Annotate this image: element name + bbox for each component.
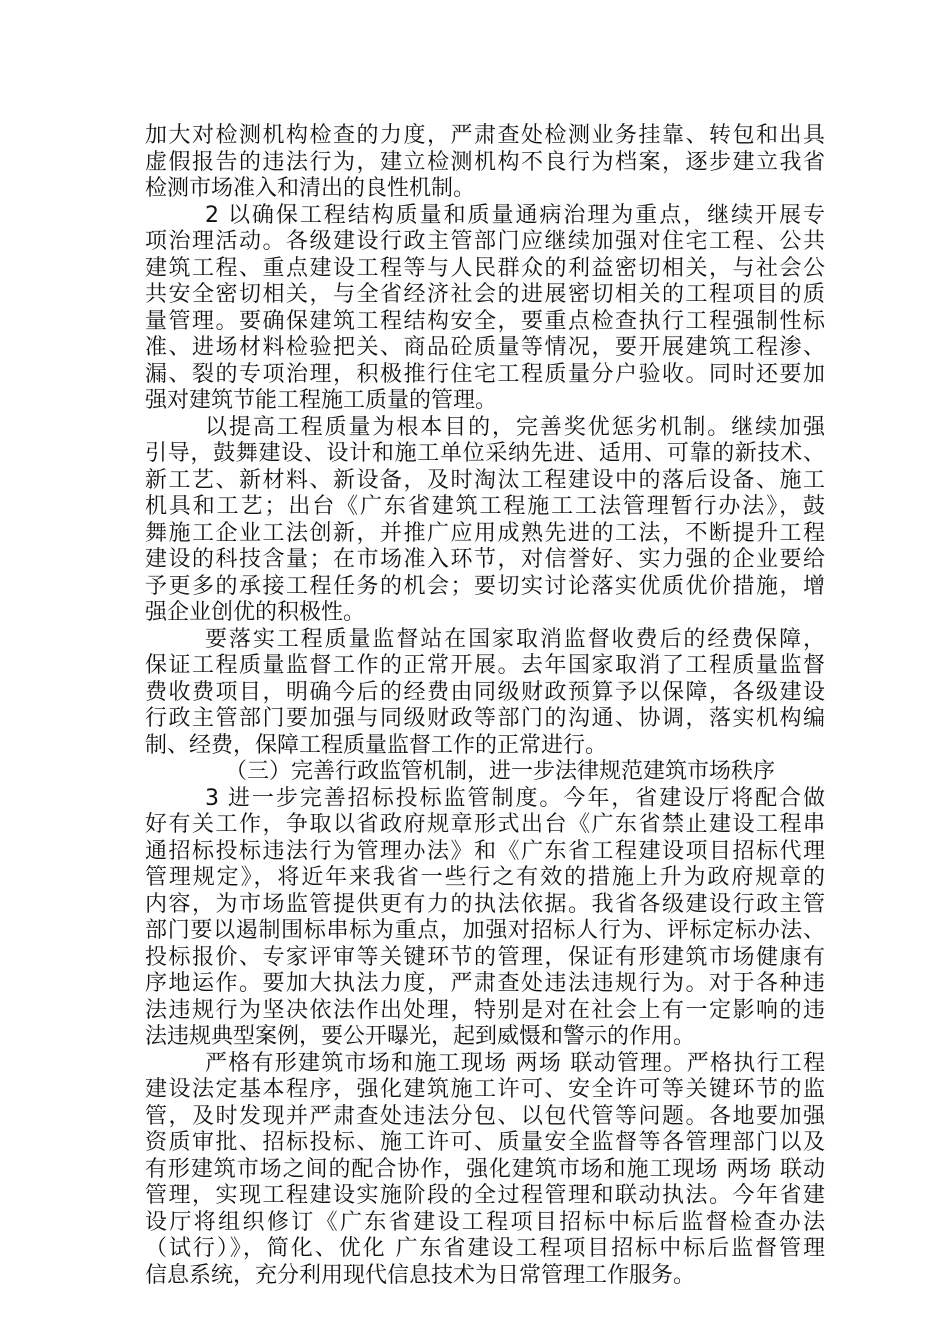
text-line: 虚假报告的违法行为，建立检测机构不良行为档案，逐步建立我省 <box>145 149 825 175</box>
text-line: 加大对检测机构检查的力度，严肃查处检测业务挂靠、转包和出具 <box>145 123 825 148</box>
text-line: 要落实工程质量监督站在国家取消监督收费后的经费保障， <box>205 626 825 652</box>
text-line: 以提高工程质量为根本目的，完善奖优惩劣机制。继续加强 <box>205 414 825 440</box>
text-line: 新工艺、新材料、新设备，及时淘汰工程建设中的落后设备、施工 <box>145 467 825 493</box>
text-line: 费收费项目，明确今后的经费由同级财政预算予以保障，各级建设 <box>145 679 825 705</box>
text-line: 项治理活动。各级建设行政主管部门应继续加强对住宅工程、公共 <box>145 229 825 254</box>
text-line: 机具和工艺；出台《广东省建筑工程施工工法管理暂行办法》，鼓 <box>145 494 825 519</box>
text-line: 强对建筑节能工程施工质量的管理。 <box>145 388 498 413</box>
text-line: 建设法定基本程序，强化建筑施工许可、安全许可等关键环节的监 <box>145 1077 825 1102</box>
text-line: 通招标投标违法行为管理办法》和《广东省工程建设项目招标代理 <box>145 838 825 864</box>
text-line: 建筑工程、重点建设工程等与人民群众的利益密切相关，与社会公 <box>145 255 825 281</box>
text-line: 内容，为市场监管提供更有力的执法依据。我省各级建设行政主管 <box>145 891 825 917</box>
text-line: 2 以确保工程结构质量和质量通病治理为重点，继续开展专 <box>205 202 825 228</box>
text-line: 法违规典型案例，要公开曝光，起到威慑和警示的作用。 <box>145 1024 696 1049</box>
text-line: 量管理。要确保建筑工程结构安全，要重点检查执行工程强制性标 <box>145 308 825 334</box>
text-line: 3 进一步完善招标投标监管制度。今年，省建设厅将配合做 <box>205 785 825 811</box>
text-line: 资质审批、招标投标、施工许可、质量安全监督等各管理部门以及 <box>145 1130 825 1155</box>
text-line: 好有关工作，争取以省政府规章形式出台《广东省禁止建设工程串 <box>145 812 825 837</box>
text-line: （试行）》，简化、优化 广东省建设工程项目招标中标后监督管理 <box>145 1236 825 1261</box>
text-line: 严格有形建筑市场和施工现场 两场 联动管理。严格执行工程 <box>205 1050 825 1076</box>
text-line: 强企业创优的积极性。 <box>145 600 366 625</box>
text-line: 舞施工企业工法创新，并推广应用成熟先进的工法，不断提升工程 <box>145 520 825 546</box>
text-line: 检测市场准入和清出的良性机制。 <box>145 176 476 201</box>
text-line: 投标报价、专家评审等关键环节的管理，保证有形建筑市场健康有 <box>145 944 825 970</box>
text-line: 准、进场材料检验把关、商品砼质量等情况，要开展建筑工程渗、 <box>145 335 825 360</box>
text-line: 予更多的承接工程任务的机会；要切实讨论落实优质优价措施，增 <box>145 573 825 599</box>
text-line: 设厅将组织修订《广东省建设工程项目招标中标后监督检查办法 <box>145 1209 825 1235</box>
text-line: 制、经费，保障工程质量监督工作的正常进行。 <box>145 732 608 758</box>
text-line: 漏、裂的专项治理，积极推行住宅工程质量分户验收。同时还要加 <box>145 361 825 387</box>
text-line: 序地运作。要加大执法力度，严肃查处违法违规行为。对于各种违 <box>145 971 825 996</box>
text-line: 管，及时发现并严肃查处违法分包、以包代管等问题。各地要加强 <box>145 1103 825 1129</box>
text-line: 引导，鼓舞建设、设计和施工单位采纳先进、适用、可靠的新技术、 <box>145 441 825 466</box>
text-line: 部门要以遏制围标串标为重点，加强对招标人行为、评标定标办法、 <box>145 918 825 943</box>
document-body <box>145 123 825 1289</box>
section-heading: （三）完善行政监管机制，进一步法律规范建筑市场秩序 <box>225 759 776 784</box>
text-line: 管理规定》，将近年来我省一些行之有效的措施上升为政府规章的 <box>145 865 825 890</box>
text-line: 管理，实现工程建设实施阶段的全过程管理和联动执法。今年省建 <box>145 1183 825 1208</box>
text-line: 保证工程质量监督工作的正常开展。去年国家取消了工程质量监督 <box>145 653 825 678</box>
text-line: 有形建筑市场之间的配合协作，强化建筑市场和施工现场 两场 联动 <box>145 1156 825 1182</box>
text-line: 建设的科技含量；在市场准入环节，对信誉好、实力强的企业要给 <box>145 547 825 572</box>
text-line: 法违规行为坚决依法作出处理，特别是对在社会上有一定影响的违 <box>145 997 825 1023</box>
text-line: 信息系统，充分利用现代信息技术为日常管理工作服务。 <box>145 1262 696 1288</box>
text-line: 共安全密切相关，与全省经济社会的进展密切相关的工程项目的质 <box>145 282 825 307</box>
text-line: 行政主管部门要加强与同级财政等部门的沟通、协调，落实机构编 <box>145 706 825 731</box>
